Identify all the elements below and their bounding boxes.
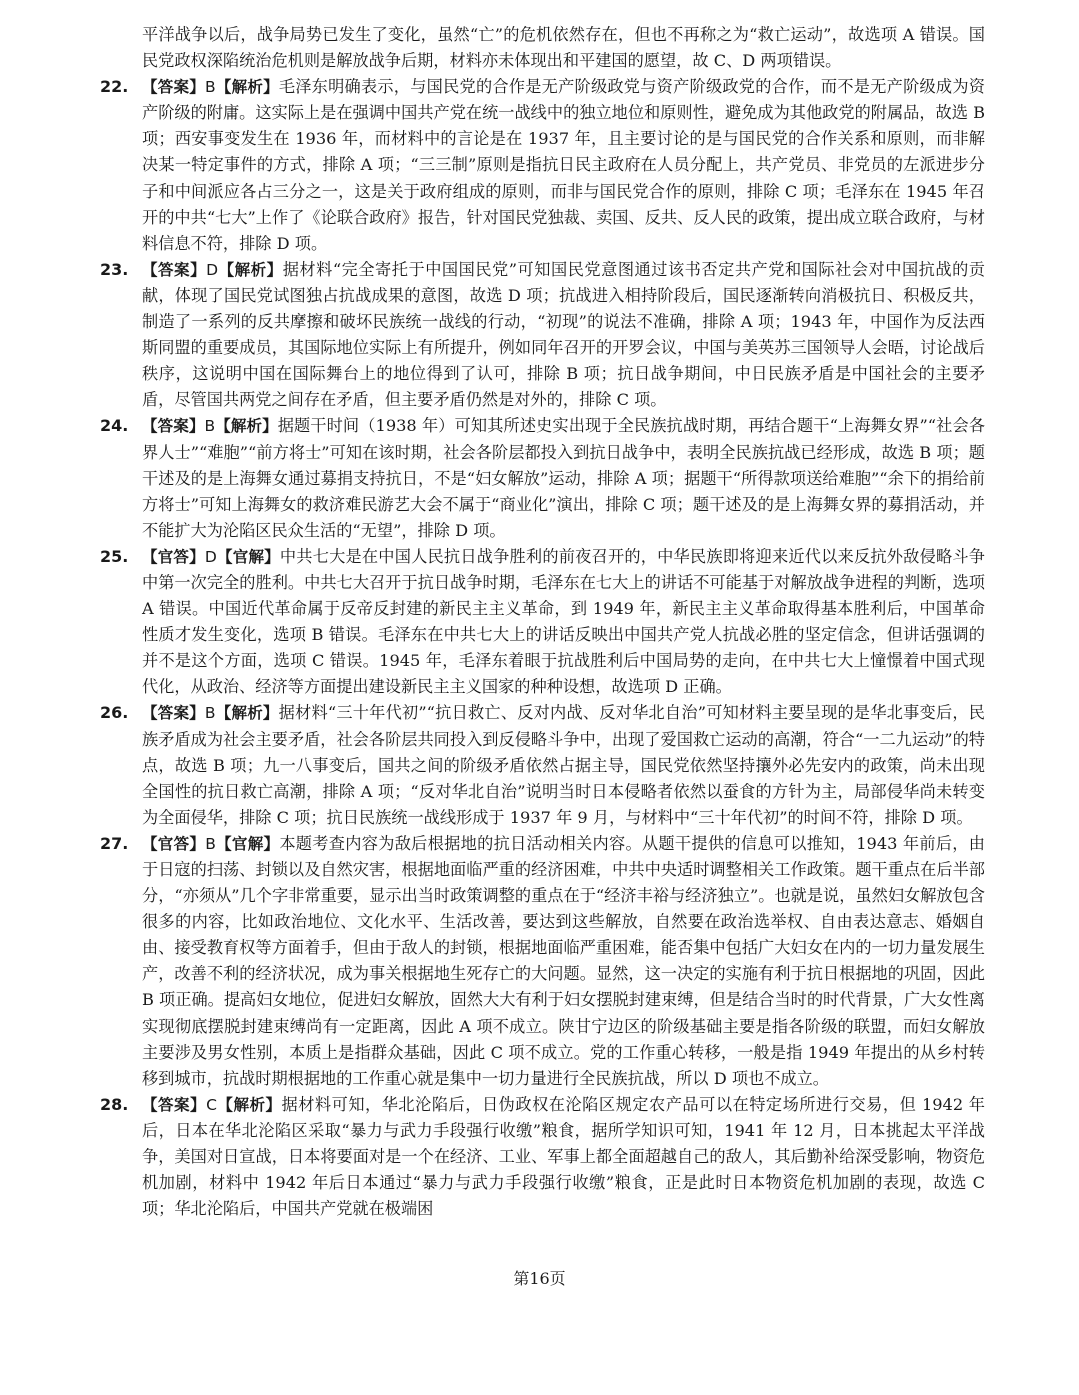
content-area	[100, 22, 985, 1222]
answer-letter: D	[206, 260, 219, 279]
answer-item	[100, 257, 985, 414]
analysis-tag: 【官解】	[216, 547, 280, 566]
answer-tag: 【答案】	[142, 704, 205, 723]
question-number: 28.	[100, 1094, 129, 1114]
analysis-tag: 【解析】	[218, 260, 283, 279]
question-number: 25.	[100, 546, 129, 566]
answer-tag: 【答案】	[142, 260, 207, 279]
answer-letter: D	[204, 547, 217, 566]
answer-letter: B	[205, 834, 216, 853]
answer-tag: 【答案】	[142, 78, 205, 97]
answer-item	[100, 413, 985, 543]
answer-tag: 【官答】	[142, 834, 206, 853]
analysis-tag: 【解析】	[216, 1095, 282, 1114]
question-number: 27.	[100, 833, 129, 853]
analysis-tag: 【解析】	[215, 78, 279, 97]
page-number: 第16页	[513, 1269, 566, 1288]
analysis-text: 本题考查内容为敌后根据地的抗日活动相关内容。从题干提供的信息可以推知，1943 年前后，由于日寇的扫荡、封锁以及自然灾害，根据地面临严重的经济困难，中共中央适时调整相关工作政策。题干重点在后半部分，“亦须从”几个字非常重要，显示出当时政策调整的重点在于“经济丰裕与经济独立”。也就是说，虽然妇女解放包含很多的内容，比如政治地位、文化水平、生活改善，要达到这些解放，自然要在政治选举权、自由表达意志、婚姻自由、接受教育权等方面着手，但由于敌人的封锁，根据地面临严重困难，能否集中包括广大妇女在内的一切力量发展生产，改善不利的经济状况，成为事关根据地生死存亡的大问题。显然，这一决定的实施有利于抗日根据地的巩固，因此 B 项正确。提高妇女地位，促进妇女解放，固然大大有利于妇女摆脱封建束缚，但是结合当时的时代背景，广大女性离实现彻底摆脱封建束缚尚有一定距离，因此 A 项不成立。陕甘宁边区的阶级基础主要是指各阶级的联盟，而妇女解放主要涉及男女性别，本质上是指群众基础，因此 C 项不成立。党的工作重心转移，一般是指 1949 年提出的从乡村转移到城市，抗战时期根据地的工作重心就是集中一切力量进行全民族抗战，所以 D 项也不成立。	[142, 833, 985, 1088]
answer-list	[100, 74, 985, 1222]
analysis-text: 据材料“完全寄托于中国国民党”可知国民党意图通过该书否定共产党和国际社会对中国抗战的贡献，体现了国民党试图独占抗战成果的意图，故选 D 项；抗战进入相持阶段后，国民逐渐转向消极抗日、积极反共，制造了一系列的反共摩擦和破坏民族统一战线的行动，“初现”的说法不准确，排除 A 项；1943 年，中国作为反法西斯同盟的重要成员，其国际地位实际上有所提升，例如同年召开的开罗会议，中国与美英苏三国领导人会晤，讨论战后秩序，这说明中国在国际舞台上的地位得到了认可，排除 B 项；抗日战争期间，中日民族矛盾是中国社会的主要矛盾，尽管国共两党之间存在矛盾，但主要矛盾仍然是对外的，排除 C 项。	[142, 259, 985, 410]
analysis-text: 据材料“三十年代初”“抗日救亡、反对内战、反对华北自治”可知材料主要呈现的是华北事变后，民族矛盾成为社会主要矛盾，社会各阶层共同投入到反侵略斗争中，出现了爱国救亡运动的高潮，符合“一二九运动”的特点，故选 B 项；九一八事变后，国共之间的阶级矛盾依然占据主导，国民党依然坚持攘外必先安内的政策，尚未出现全国性的抗日救亡高潮，排除 A 项；“反对华北自治”说明当时日本侵略者依然以蚕食的方针为主，局部侵华尚未转变为全面侵华，排除 C 项；抗日民族统一战线形成于 1937 年 9 月，与材料中“三十年代初”的时间不符，排除 D 项。	[142, 703, 985, 827]
analysis-tag: 【官解】	[215, 834, 280, 853]
analysis-text: 毛泽东明确表示，与国民党的合作是无产阶级政党与资产阶级政党的合作，而不是无产阶级成为资产阶级的附庸。这实际上是在强调中国共产党在统一战线中的独立地位和原则性，避免成为其他政党的附属品，故选 B 项；西安事变发生在 1936 年，而材料中的言论是在 1937 年，且主要讨论的是与国民党的合作关系和原则，而非解决某一特定事件的方式，排除 A 项；“三三制”原则是指抗日民主政府在人员分配上，共产党员、非党员的左派进步分子和中间派应各占三分之一，这是关于政府组成的原则，而非与国民党合作的原则，排除 C 项；毛泽东在 1945 年召开的中共“七大”上作了《论联合政府》报告，针对国民党独裁、卖国、反共、反人民的政策，提出成立联合政府，与材料信息不符，排除 D 项。	[142, 77, 985, 253]
question-number: 23.	[100, 259, 129, 279]
answer-item	[100, 74, 985, 257]
answer-item	[100, 700, 985, 830]
answer-item	[100, 544, 985, 701]
analysis-text: 据材料可知，华北沦陷后，日伪政权在沦陷区规定农产品可以在特定场所进行交易，但 1942 年后，日本在华北沦陷区采取“暴力与武力手段强行收缴”粮食，据所学知识可知，1941 年 12 月，日本挑起太平洋战争，美国对日宣战，日本将要面对是一个在经济、工业、军事上都全面超越自己的敌人，其后勤补给深受影响，物资危机加剧，材料中 1942 年后日本通过“暴力与武力手段强行收缴”粮食，正是此时日本物资危机加剧的表现，故选 C 项；华北沦陷后，中国共产党就在极端困	[142, 1094, 985, 1219]
question-number: 24.	[100, 416, 129, 436]
answer-tag: 【答案】	[142, 417, 205, 436]
answer-item	[100, 1092, 985, 1222]
answer-letter: C	[206, 1095, 217, 1114]
question-number: 26.	[100, 703, 129, 723]
analysis-text: 据题干时间（1938 年）可知其所述史实出现于全民族抗战时期，再结合题干“上海舞女界”“社会各界人士”“难胞”“前方将士”可知在该时期，社会各阶层都投入到抗日战争中，表明全民族抗战已经形成，故选 B 项；题干述及的是上海舞女通过募捐支持抗日，不是“妇女解放”运动，排除 A 项；据题干“所得款项送给难胞”“余下的捐给前方将士”可知上海舞女的救济难民游艺大会不属于“商业化”演出，排除 C 项；题干述及的是上海舞女界的募捐活动，并不能扩大为沦陷区民众生活的“无望”，排除 D 项。	[142, 416, 985, 540]
answer-letter: B	[204, 417, 216, 436]
intro-paragraph: 平洋战争以后，战争局势已发生了变化，虽然“亡”的危机依然存在，但也不再称之为“救亡运动”，故选项 A 错误。国民党政权深陷统治危机则是解放战争后期，材料亦未体现出和平建国的愿望，故 C、D 两项错误。	[142, 25, 985, 71]
analysis-tag: 【解析】	[215, 417, 278, 436]
answer-item	[100, 831, 985, 1092]
answer-tag: 【官答】	[142, 547, 205, 566]
answer-letter: B	[204, 78, 216, 97]
analysis-text: 中共七大是在中国人民抗日战争胜利的前夜召开的，中华民族即将迎来近代以来反抗外敌侵略斗争中第一次完全的胜利。中共七大召开于抗日战争时期，毛泽东在七大上的讲话不可能基于对解放战争进程的判断，选项 A 错误。中国近代革命属于反帝反封建的新民主主义革命，到 1949 年，新民主主义革命取得基本胜利后，中国革命性质才发生变化，选项 B 错误。毛泽东在中共七大上的讲话反映出中国共产党人抗战必胜的坚定信念，但讲话强调的并不是这个方面，选项 C 错误。1945 年，毛泽东着眼于抗战胜利后中国局势的走向，在中共七大上憧憬着中国式现代化，从政治、经济等方面提出建设新民主主义国家的种种设想，故选项 D 正确。	[142, 546, 985, 697]
question-number: 22.	[100, 77, 129, 97]
analysis-tag: 【解析】	[215, 704, 279, 723]
answer-letter: B	[204, 704, 216, 723]
answer-tag: 【答案】	[142, 1095, 207, 1114]
